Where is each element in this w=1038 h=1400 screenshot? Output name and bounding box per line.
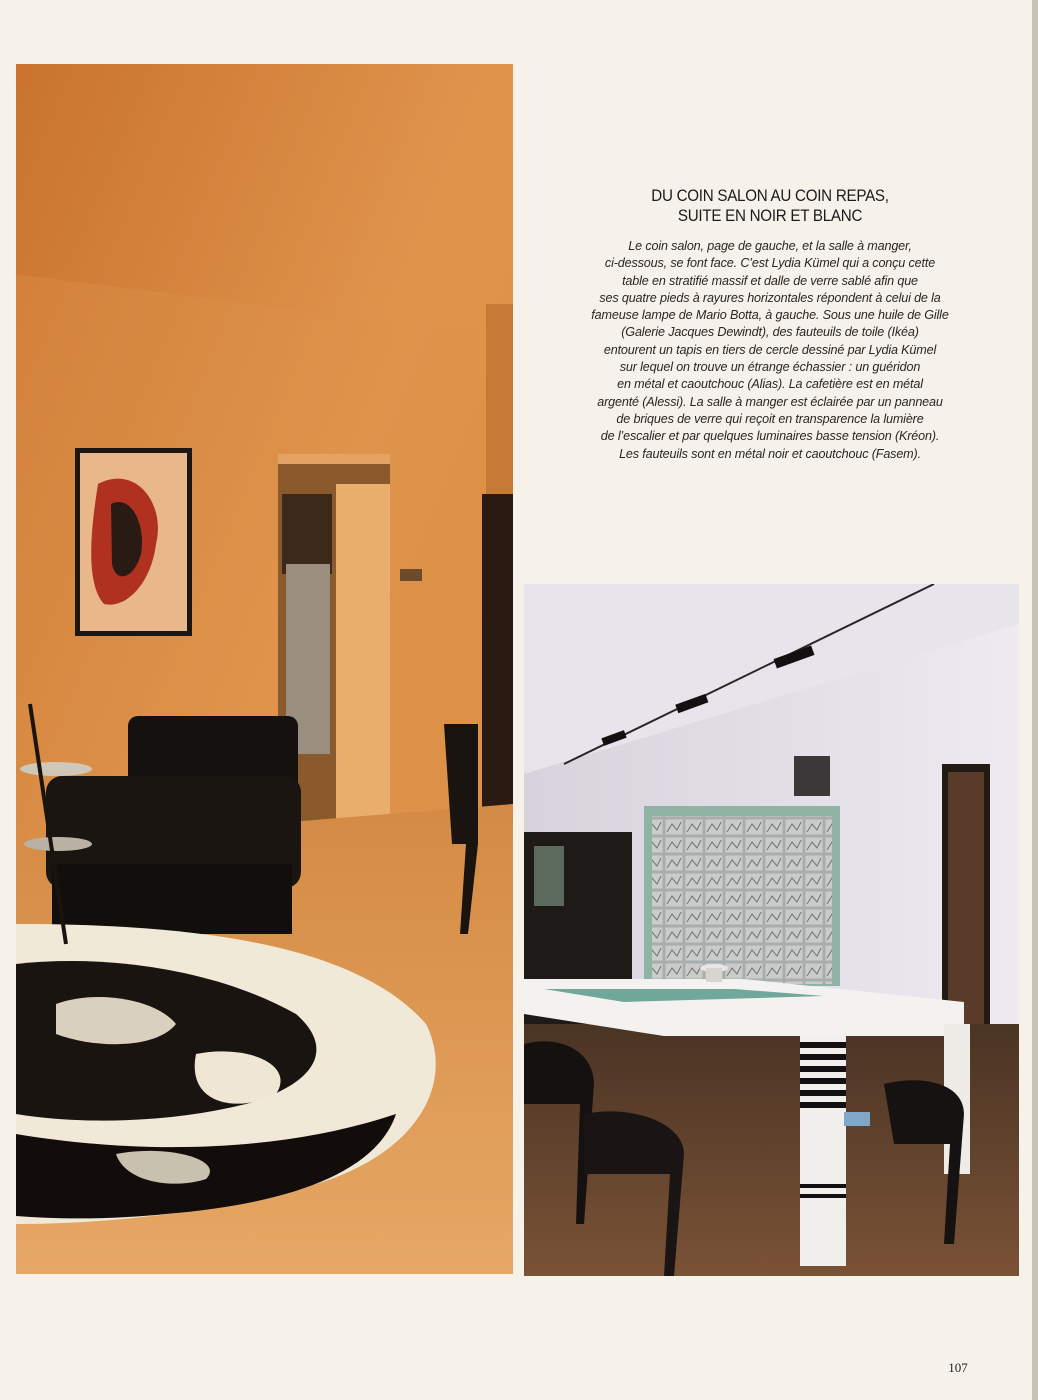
page-number: 107: [948, 1360, 968, 1375]
body-line: ses quatre pieds à rayures horizontales répondent à celui de la: [599, 290, 941, 305]
article: [560, 186, 980, 463]
body-line: ci-dessous, se font face. C’est Lydia Kümel qui a conçu cette: [604, 256, 936, 271]
body-line: argenté (Alessi). La salle à manger est éclairée par un panneau: [597, 394, 943, 409]
article-headline: [577, 186, 963, 226]
body-line: fameuse lampe de Mario Botta, à gauche. Sous une huile de Gille: [591, 308, 949, 323]
body-line: Le coin salon, page de gauche, et la salle à manger,: [628, 239, 912, 253]
headline-line-2: SUITE EN NOIR ET BLANC: [677, 207, 863, 225]
headline-line-1: DU COIN SALON AU COIN REPAS,: [651, 187, 889, 205]
body-line: (Galerie Jacques Dewindt), des fauteuils de toile (Ikéa): [621, 325, 919, 340]
body-line: entourent un tapis en tiers de cercle dessiné par Lydia Kümel: [603, 342, 937, 357]
body-line: en métal et caoutchouc (Alias). La cafetière est en métal: [617, 377, 923, 392]
body-line: Les fauteuils sont en métal noir et caoutchouc (Fasem).: [619, 446, 921, 461]
living-room-photo: [16, 64, 513, 1274]
dining-room-photo: [524, 584, 1019, 1276]
body-line: table en stratifié massif et dalle de verre sablé afin que: [622, 273, 918, 288]
body-line: de l’escalier et par quelques luminaires basse tension (Kréon).: [600, 429, 940, 444]
body-line: de briques de verre qui reçoit en transparence la lumière: [616, 411, 924, 426]
body-line: sur lequel on trouve un étrange échassier : un guéridon: [619, 360, 921, 375]
article-body: [560, 238, 980, 463]
